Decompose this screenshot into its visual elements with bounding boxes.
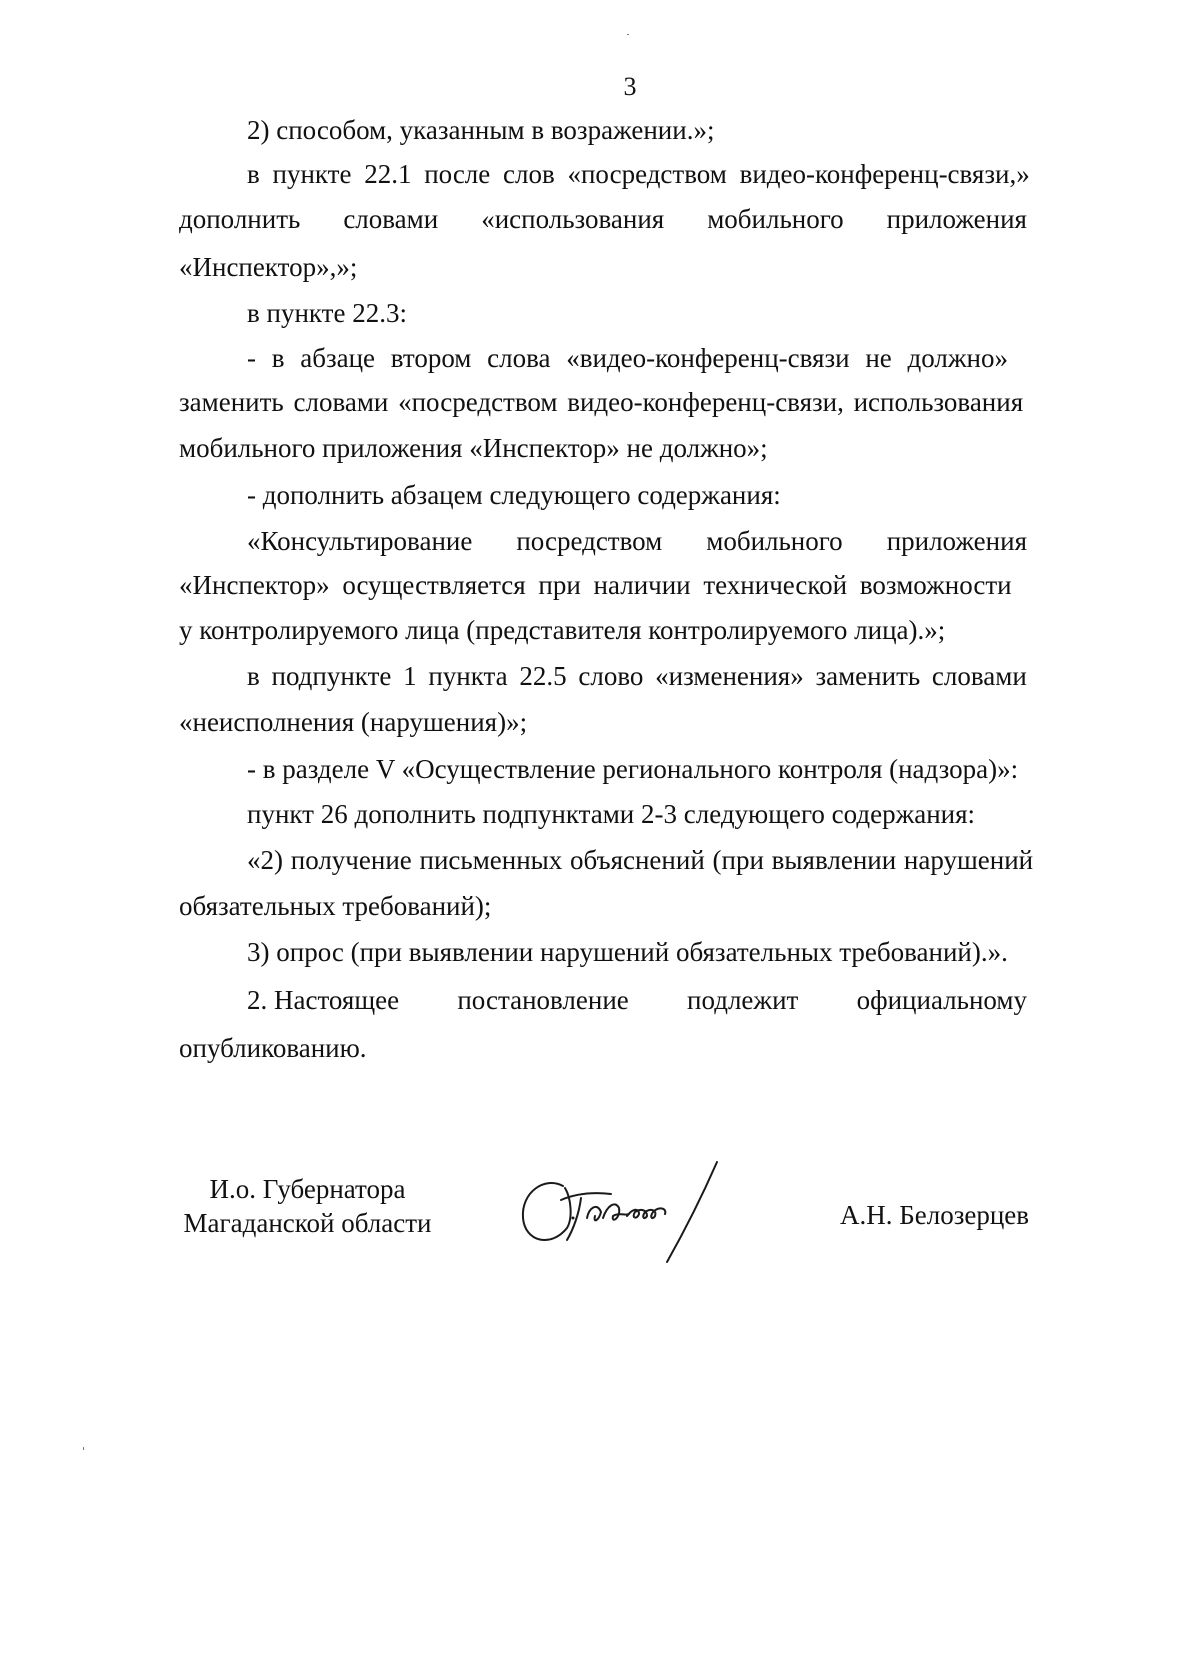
body-line: 2) способом, указанным в возражении.»; (247, 115, 715, 145)
body-word: приложения (886, 526, 1027, 556)
body-word: приложения (886, 204, 1027, 234)
signer-position-line: Магаданской области (183, 1208, 432, 1238)
signer-position-line: И.о. Губернатора (209, 1174, 406, 1204)
body-line: «2) получение письменных объяснений (при выявлении нарушений (247, 845, 1034, 875)
body-word: подлежит (687, 985, 799, 1015)
body-line (179, 202, 1027, 236)
body-word: мобильного (707, 204, 844, 234)
scan-speck (627, 34, 629, 35)
body-line: - в разделе V «Осуществление регионального контроля (надзора)»: (247, 754, 1019, 784)
body-line: в пункте 22.1 после слов «посредством видео-конференц-связи,» (247, 159, 1030, 189)
body-line: опубликованию. (179, 1033, 367, 1063)
signer-name: А.Н. Белозерцев (840, 1200, 1030, 1230)
scan-speck (83, 1447, 84, 1450)
body-line: заменить словами «посредством видео-конференц-связи, использования (179, 387, 1024, 417)
body-word: официальному (856, 985, 1027, 1015)
body-line: пункт 26 дополнить подпунктами 2-3 следующего содержания: (247, 799, 976, 829)
body-line: «Инспектор»,»; (179, 252, 358, 282)
body-line: 3) опрос (при выявлении нарушений обязательных требований).». (247, 937, 1008, 967)
body-word: 2. Настоящее (247, 985, 400, 1015)
body-line (247, 983, 1027, 1017)
body-word: «Консультирование (247, 526, 473, 556)
body-line: обязательных требований); (179, 891, 492, 921)
handwritten-signature (515, 1158, 745, 1268)
body-line: «неисполнения (нарушения)»; (179, 707, 528, 737)
body-line: - дополнить абзацем следующего содержания: (247, 480, 781, 510)
body-line: - в абзаце втором слова «видео-конференц-связи не должно» (247, 343, 1008, 373)
signer-position (180, 1172, 435, 1240)
body-line: у контролируемого лица (представителя контролируемого лица).»; (179, 615, 946, 645)
page-number: 3 (623, 72, 637, 101)
body-word: дополнить (179, 204, 301, 234)
body-word: постановление (457, 985, 629, 1015)
body-line: в подпункте 1 пункта 22.5 слово «изменения» заменить словами (247, 661, 1027, 691)
body-line: в пункте 22.3: (247, 298, 407, 328)
body-word: посредством (516, 526, 663, 556)
body-word: мобильного (706, 526, 843, 556)
body-line: «Инспектор» осуществляется при наличии технической возможности (179, 570, 1012, 600)
body-word: словами (343, 204, 439, 234)
body-line (247, 524, 1027, 558)
body-word: «использования (481, 204, 665, 234)
body-line: мобильного приложения «Инспектор» не должно»; (179, 433, 768, 463)
